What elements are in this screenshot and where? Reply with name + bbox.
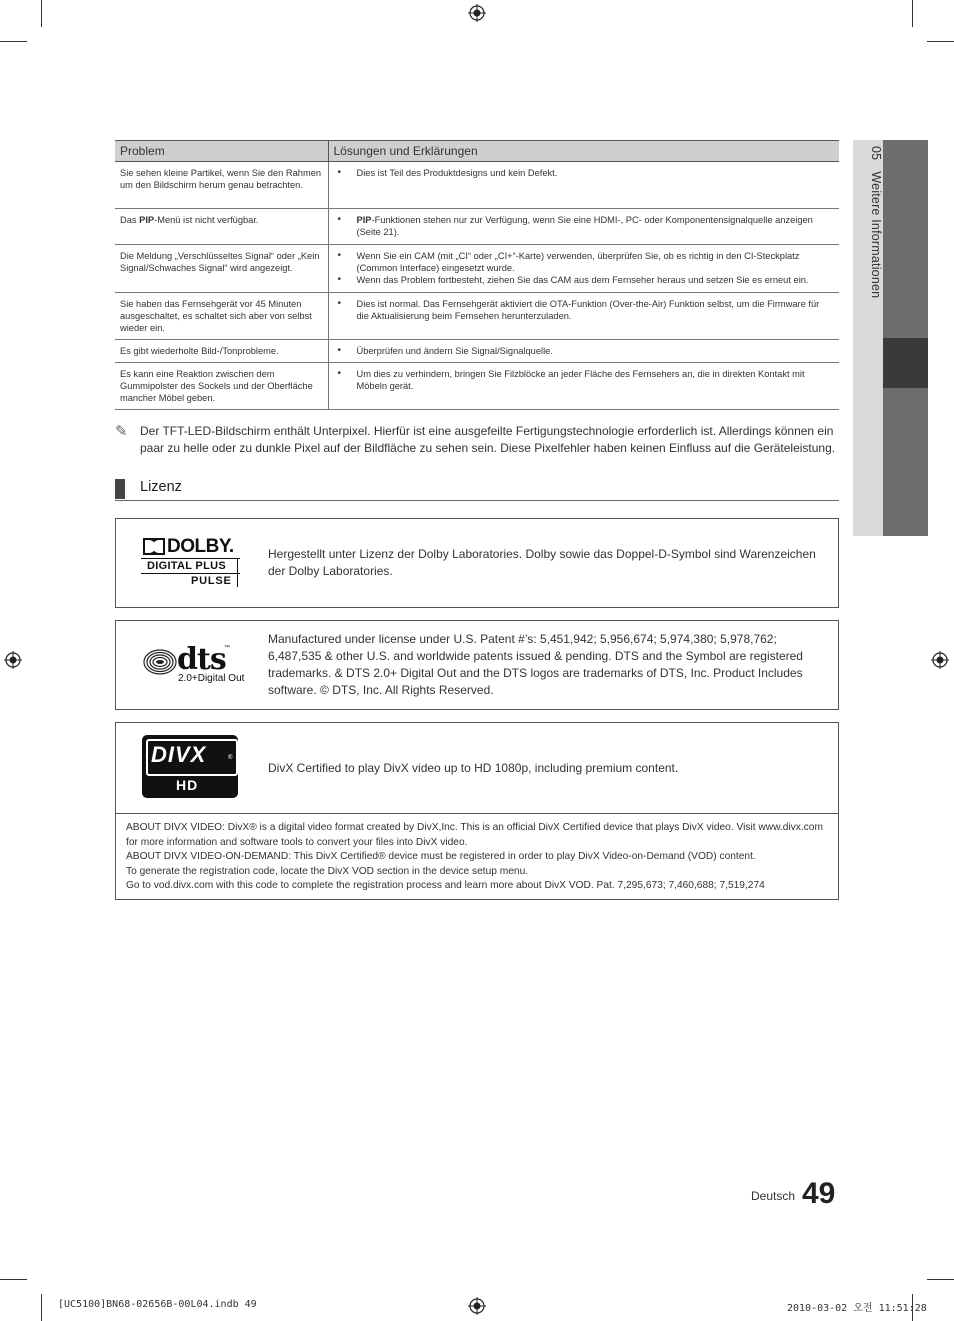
problem-cell: Sie sehen kleine Partikel, wenn Sie den Rahmen um den Bildschirm herum genau betrachten. — [115, 162, 328, 209]
page-number: 49 — [802, 1177, 836, 1210]
divx-about-text — [116, 813, 838, 901]
slug-timestamp: 2010-03-02 오전 11:51:28 — [787, 1303, 927, 1314]
dts-license-box — [115, 620, 839, 710]
problem-cell: Das PIP-Menü ist nicht verfügbar. — [115, 209, 328, 245]
table-header-row — [115, 141, 839, 162]
pencil-note-icon: ✎ — [115, 423, 128, 440]
table-row — [115, 340, 839, 363]
dolby-license-text: Hergestellt unter Lizenz der Dolby Laboratories. Dolby sowie das Doppel-D-Symbol sind Warenzeichen der Dolby Laboratories. — [268, 547, 816, 578]
table-row — [115, 162, 839, 209]
chapter-label — [857, 146, 883, 396]
dts-license-text: Manufactured under license under U.S. Patent #’s: 5,451,942; 5,956,674; 5,974,380; 5,978,762; 6,487,535 & other U.S. and worldwide patents issued & pending. DTS and the Symbol are registered trademarks. & DTS 2.0+ Digital Out and the DTS logos are trademarks of DTS, Inc. Product Includes software. © DTS, Inc. All Rights Reserved. — [268, 632, 803, 697]
solution-item: • Wenn das Problem fortbesteht, ziehen Sie das CAM aus dem Fernseher heraus und setzen Sie es erneut ein. — [357, 274, 835, 286]
troubleshooting-table — [115, 140, 839, 410]
problem-cell: Es gibt wiederholte Bild-/Tonprobleme. — [115, 340, 328, 363]
crop-mark — [0, 41, 27, 42]
solution-cell — [328, 363, 839, 410]
dolby-license-box — [115, 518, 839, 608]
table-row — [115, 293, 839, 340]
section-marker — [115, 479, 125, 499]
dts-symbol-icon — [143, 649, 177, 675]
solution-item: • Wenn Sie ein CAM (mit „CI“ oder „CI+“-Karte) verwenden, überprüfen Sie, ob es richtig in den CI-Steckplatz (Common Interface) eingesetzt wurde. — [357, 250, 835, 274]
problem-cell: Sie haben das Fernsehgerät vor 45 Minuten ausgeschaltet, es schaltet sich aber von selbst wieder ein. — [115, 293, 328, 340]
double-d-icon — [143, 538, 165, 555]
problem-cell: Die Meldung „Verschlüsseltes Signal“ oder „Kein Signal/Schwaches Signal“ wird angezeigt. — [115, 245, 328, 293]
note-text: Der TFT-LED-Bildschirm enthält Unterpixel. Hierfür ist eine ausgefeilte Fertigungstechnologie erforderlich ist. Allerdings können ein paar zu helle oder zu dunkle Pixel auf der Bildfläche zu sehen sein. Diese Pixelfehler haben keinen Einfluss auf die Geräteleistung. — [140, 424, 836, 455]
divx-license-box — [115, 722, 839, 900]
crop-mark — [41, 1294, 42, 1321]
divx-license-text: DivX Certified to play DivX video up to HD 1080p, including premium content. — [268, 761, 679, 775]
about-paragraph: Go to vod.divx.com with this code to complete the registration process and learn more about DivX VOD. Pat. 7,295,673; 7,460,688; 7,519,274 — [126, 880, 765, 891]
table-row — [115, 363, 839, 410]
crop-mark — [912, 0, 913, 27]
footer-language: Deutsch — [751, 1189, 796, 1203]
solution-item: • Dies ist normal. Das Fernsehgerät aktiviert die OTA-Funktion (Over-the-Air) Funktion selbst, um die Firmware für die Aktualisierung beim Fernsehen herunterzuladen. — [357, 298, 835, 322]
slug-filename: [UC5100]BN68-02656B-00L04.indb 49 — [58, 1299, 257, 1310]
table-row — [115, 245, 839, 293]
table-row — [115, 209, 839, 245]
chapter-title: Weitere Informationen — [869, 171, 883, 299]
section-title: Lizenz — [140, 479, 182, 495]
registration-mark-icon — [931, 651, 949, 669]
solution-cell — [328, 162, 839, 209]
crop-mark — [927, 1279, 954, 1280]
solution-cell — [328, 209, 839, 245]
dolby-logo: DOLBY. DIGITAL PLUS PULSE — [141, 537, 243, 591]
section-heading — [115, 479, 839, 501]
crop-mark — [927, 41, 954, 42]
problem-cell: Es kann eine Reaktion zwischen dem Gummipolster des Sockels und der Oberfläche mancher Möbel geben. — [115, 363, 328, 410]
chapter-number: 05 — [869, 146, 883, 161]
column-header-solutions: Lösungen und Erklärungen — [328, 141, 839, 162]
solution-cell — [328, 293, 839, 340]
solution-item: • Um dies zu verhindern, bringen Sie Filzblöcke an jeder Fläche des Fernsehers an, die in direkten Kontakt mit Möbeln gerät. — [357, 368, 835, 392]
column-header-problem: Problem — [115, 141, 328, 162]
solution-cell — [328, 245, 839, 293]
divx-hd-logo: DIVX ® HD — [141, 734, 241, 801]
note — [115, 423, 839, 457]
solution-item: • PIP-Funktionen stehen nur zur Verfügung, wenn Sie eine HDMI-, PC- oder Komponentensignalquelle anzeigen (Seite 21). — [357, 214, 835, 238]
solution-item: • Dies ist Teil des Produktdesigns und kein Defekt. — [357, 167, 835, 179]
registration-mark-icon — [468, 4, 486, 22]
registration-mark-icon — [4, 651, 22, 669]
registration-mark-icon — [468, 1297, 486, 1315]
crop-mark — [41, 0, 42, 27]
about-paragraph: To generate the registration code, locate the DivX VOD section in the device setup menu. — [126, 865, 529, 877]
about-paragraph: ABOUT DIVX VIDEO: DivX® is a digital video format created by DivX,Inc. This is an official DivX Certified device that plays DivX video. Visit www.divx.com for more information and software tools to convert your files into DivX video. — [126, 822, 823, 848]
solution-cell — [328, 340, 839, 363]
dts-logo: dts ™ 2.0+Digital Out — [141, 643, 246, 687]
solution-item: • Überprüfen und ändern Sie Signal/Signalquelle. — [357, 345, 835, 357]
crop-mark — [0, 1279, 27, 1280]
about-paragraph: ABOUT DIVX VIDEO-ON-DEMAND: This DivX Certified® device must be registered in order to play DivX Video-on-Demand (VOD) content. — [126, 851, 756, 862]
